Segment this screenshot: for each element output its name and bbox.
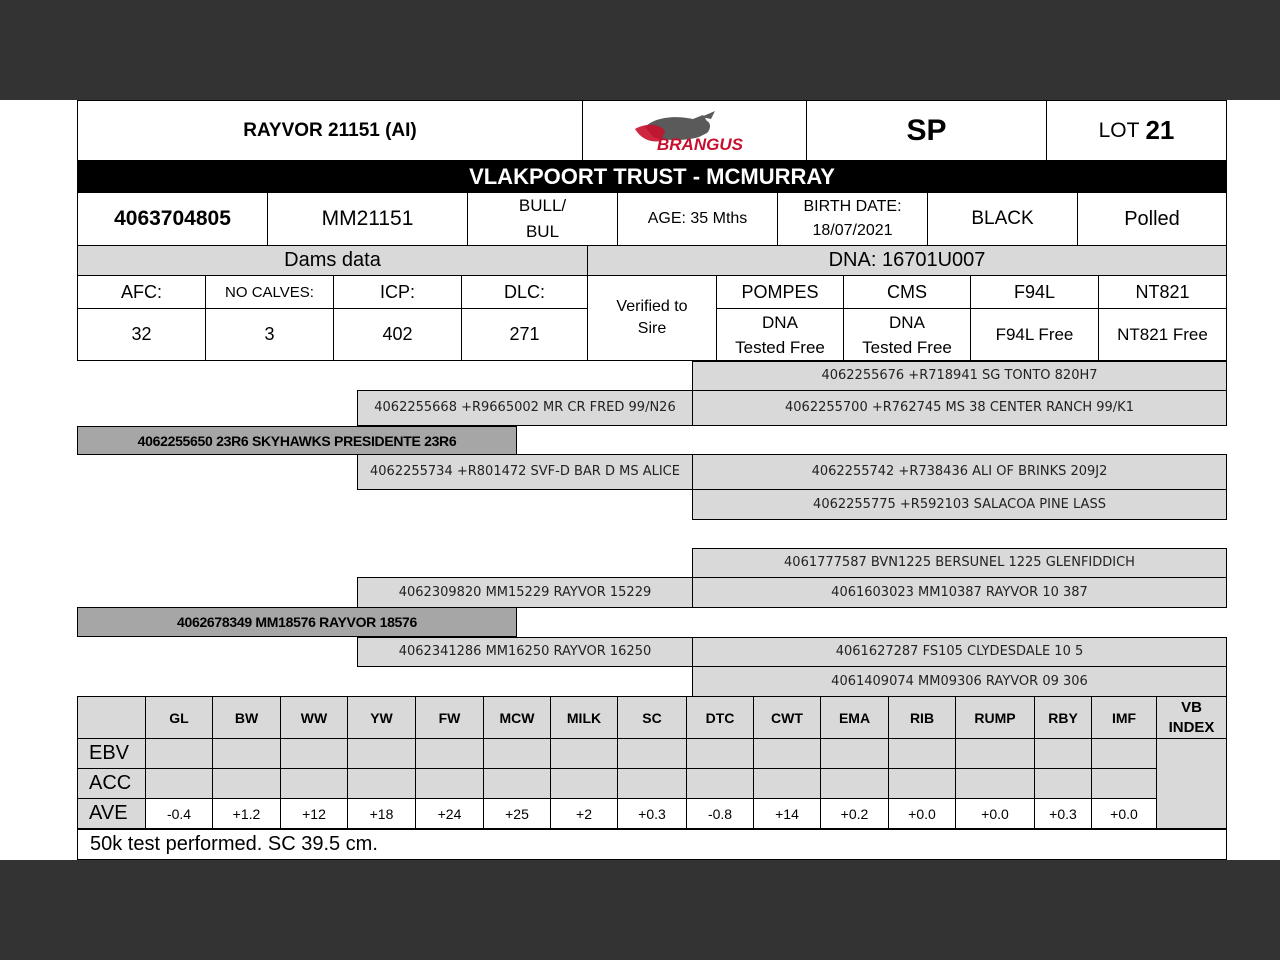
dams-title: Dams data <box>77 245 588 276</box>
ebv-cell <box>550 738 618 769</box>
ebv-cell: +0.0 <box>955 798 1035 829</box>
ebv-cell: +0.0 <box>888 798 956 829</box>
icp-value: 402 <box>333 308 462 361</box>
ebv-cell: -0.8 <box>686 798 754 829</box>
ebv-cell <box>483 738 551 769</box>
id-code: MM21151 <box>267 192 468 246</box>
ebv-header-ww: WW <box>280 696 348 739</box>
ebv-cell: +24 <box>415 798 484 829</box>
ebv-header-dtc: DTC <box>686 696 754 739</box>
ebv-cell <box>820 738 889 769</box>
ebv-header-imf: IMF <box>1091 696 1157 739</box>
pompes-header: POMPES <box>716 275 844 309</box>
pedigree-dam: 4062678349 MM18576 RAYVOR 18576 <box>77 607 517 637</box>
brangus-logo <box>582 100 807 161</box>
ebv-cell <box>686 738 754 769</box>
note: 50k test performed. SC 39.5 cm. <box>77 829 1227 860</box>
ebv-header-vb-index: VB INDEX <box>1156 696 1227 739</box>
ebv-cell <box>1091 768 1157 799</box>
ebv-cell <box>753 738 821 769</box>
registration-number: 4063704805 <box>77 192 268 246</box>
ebv-header-gl: GL <box>145 696 213 739</box>
ebv-row-label-acc: ACC <box>77 768 146 799</box>
pedigree-sd-dam: 4062255775 +R592103 SALACOA PINE LASS <box>692 489 1227 520</box>
pedigree-dd-dam: 4061409074 MM09306 RAYVOR 09 306 <box>692 666 1227 697</box>
ebv-cell <box>1034 738 1092 769</box>
lot-label: LOT <box>1098 118 1140 142</box>
calves-value: 3 <box>205 308 334 361</box>
ebv-cell <box>280 768 348 799</box>
ebv-cell: +25 <box>483 798 551 829</box>
ebv-cell <box>347 738 416 769</box>
ebv-header-milk: MILK <box>550 696 618 739</box>
pedigree-dam-sire: 4062309820 MM15229 RAYVOR 15229 <box>357 577 693 608</box>
ebv-cell <box>280 738 348 769</box>
colour: BLACK <box>927 192 1078 246</box>
lot-box <box>1046 100 1227 161</box>
vb-index-value <box>1156 738 1227 829</box>
ebv-cell <box>483 768 551 799</box>
pompes-value: DNA Tested Free <box>716 308 844 361</box>
dlc-header: DLC: <box>461 275 588 309</box>
ebv-cell <box>686 768 754 799</box>
ebv-cell <box>145 738 213 769</box>
pedigree-ss-dam: 4062255700 +R762745 MS 38 CENTER RANCH 99/K1 <box>692 390 1227 426</box>
ebv-cell: +0.3 <box>1034 798 1092 829</box>
cms-header: CMS <box>843 275 971 309</box>
ebv-header-rump: RUMP <box>955 696 1035 739</box>
sex: BULL/ BUL <box>467 192 618 246</box>
age: AGE: 35 Mths <box>617 192 778 246</box>
pedigree-sire-sire: 4062255668 +R9665002 MR CR FRED 99/N26 <box>357 390 693 426</box>
ebv-cell <box>888 768 956 799</box>
ebv-cell <box>955 768 1035 799</box>
ebv-header-yw: YW <box>347 696 416 739</box>
ebv-cell <box>617 768 687 799</box>
ebv-cell <box>820 768 889 799</box>
ebv-cell <box>415 738 484 769</box>
ebv-cell <box>1091 738 1157 769</box>
dlc-value: 271 <box>461 308 588 361</box>
f94l-value: F94L Free <box>970 308 1099 361</box>
nt821-header: NT821 <box>1098 275 1227 309</box>
ebv-cell <box>955 738 1035 769</box>
ebv-cell <box>1034 768 1092 799</box>
calves-header: NO CALVES: <box>205 275 334 309</box>
lot-sheet <box>0 100 1280 860</box>
afc-value: 32 <box>77 308 206 361</box>
ebv-corner <box>77 696 146 739</box>
icp-header: ICP: <box>333 275 462 309</box>
ebv-header-rby: RBY <box>1034 696 1092 739</box>
ebv-cell: +18 <box>347 798 416 829</box>
pedigree-dd-sire: 4061627287 FS105 CLYDESDALE 10 5 <box>692 637 1227 667</box>
ebv-header-mcw: MCW <box>483 696 551 739</box>
ebv-cell <box>347 768 416 799</box>
pedigree-ds-sire: 4061777587 BVN1225 BERSUNEL 1225 GLENFIDDICH <box>692 548 1227 578</box>
nt821-value: NT821 Free <box>1098 308 1227 361</box>
ebv-cell: +12 <box>280 798 348 829</box>
ebv-cell: +0.2 <box>820 798 889 829</box>
pedigree-sire-dam: 4062255734 +R801472 SVF-D BAR D MS ALICE <box>357 454 693 490</box>
pedigree-ds-dam: 4061603023 MM10387 RAYVOR 10 387 <box>692 577 1227 608</box>
ebv-cell: +14 <box>753 798 821 829</box>
ebv-cell: +0.3 <box>617 798 687 829</box>
ebv-cell: +1.2 <box>212 798 281 829</box>
dna-title: DNA: 16701U007 <box>587 245 1227 276</box>
ebv-cell <box>888 738 956 769</box>
ebv-cell <box>212 738 281 769</box>
ebv-cell: -0.4 <box>145 798 213 829</box>
verified-to-sire: Verified to Sire <box>587 275 717 361</box>
ebv-header-sc: SC <box>617 696 687 739</box>
ebv-row-label-ebv: EBV <box>77 738 146 769</box>
ebv-cell <box>212 768 281 799</box>
ebv-row-label-ave: AVE <box>77 798 146 829</box>
ebv-cell: +0.0 <box>1091 798 1157 829</box>
afc-header: AFC: <box>77 275 206 309</box>
ebv-header-cwt: CWT <box>753 696 821 739</box>
pedigree-dam-dam: 4062341286 MM16250 RAYVOR 16250 <box>357 637 693 667</box>
bull-logo-icon <box>615 107 775 155</box>
pedigree-ss-sire: 4062255676 +R718941 SG TONTO 820H7 <box>692 361 1227 391</box>
ebv-cell: +2 <box>550 798 618 829</box>
grade: SP <box>806 100 1047 161</box>
ebv-header-fw: FW <box>415 696 484 739</box>
cms-value: DNA Tested Free <box>843 308 971 361</box>
birth-date: BIRTH DATE: 18/07/2021 <box>777 192 928 246</box>
ebv-cell <box>550 768 618 799</box>
pedigree-sire: 4062255650 23R6 SKYHAWKS PRESIDENTE 23R6 <box>77 426 517 455</box>
lot-number: 21 <box>1145 115 1175 145</box>
ebv-cell <box>753 768 821 799</box>
ebv-cell <box>145 768 213 799</box>
ebv-cell <box>617 738 687 769</box>
animal-name: RAYVOR 21151 (AI) <box>77 100 583 161</box>
ebv-cell <box>415 768 484 799</box>
ebv-header-bw: BW <box>212 696 281 739</box>
ebv-header-rib: RIB <box>888 696 956 739</box>
horn-status: Polled <box>1077 192 1227 246</box>
owner-banner: VLAKPOORT TRUST - MCMURRAY <box>77 161 1227 193</box>
f94l-header: F94L <box>970 275 1099 309</box>
logo-text: BRANGUS <box>656 134 743 154</box>
pedigree-sd-sire: 4062255742 +R738436 ALI OF BRINKS 209J2 <box>692 454 1227 490</box>
ebv-header-ema: EMA <box>820 696 889 739</box>
